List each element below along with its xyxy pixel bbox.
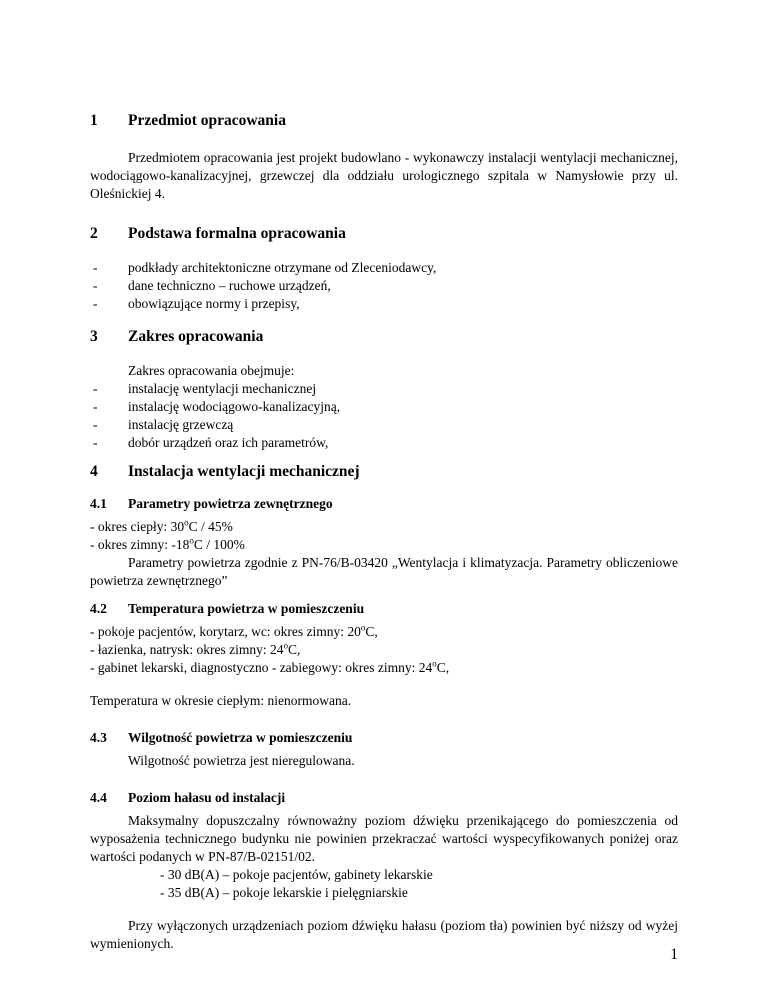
section-title: Zakres opracowania [128,328,264,345]
subsection-4-1-paragraph: Parametry powietrza zgodnie z PN-76/B-03420 „Wentylacja i klimatyzacja. Parametry obliczeniowe powietrza zewnętrznego” [90,555,678,588]
section-title: Instalacja wentylacji mechanicznej [128,463,360,480]
list-item: - dobór urządzeń oraz ich parametrów, [93,435,329,450]
subsection-number: 4.1 [90,496,107,511]
section-number: 3 [90,328,98,345]
noise-limit-line: - 30 dB(A) – pokoje pacjentów, gabinety lekarskie [160,867,433,882]
list-item: - dane techniczno – ruchowe urządzeń, [93,278,331,293]
section-title: Podstawa formalna opracowania [128,225,346,242]
background-noise-paragraph: Przy wyłączonych urządzeniach poziom dźwięku hałasu (poziom tła) powinien być niższy od wyżej wymienionych. [90,918,678,951]
temperature-line: - pokoje pacjentów, korytarz, wc: okres zimny: 20$^o$C, [90,622,378,639]
list-item: - obowiązujące normy i przepisy, [93,296,300,311]
section-number: 4 [90,463,98,480]
subsection-number: 4.4 [90,790,107,805]
warm-season-line: - okres ciepły: 30$^o$C / 45% [90,517,233,534]
subsection-number: 4.3 [90,730,107,745]
temperature-line: - gabinet lekarski, diagnostyczno - zabiegowy: okres zimny: 24$^o$C, [90,658,450,675]
subsection-title: Wilgotność powietrza w pomieszczeniu [128,730,353,745]
list-item: - instalację wodociągowo-kanalizacyjną, [93,399,341,414]
humidity-text: Wilgotność powietrza jest nieregulowana. [128,753,355,768]
subsection-number: 4.2 [90,601,107,616]
section-number: 2 [90,225,98,242]
noise-paragraph: Maksymalny dopuszczalny równoważny poziom dźwięku przenikającego do pomieszczenia od wyposażenia technicznego budynku nie powinien przekraczać wartości wyspecyfikowanych poniżej oraz wartości podanych w PN-87/B-02151/02. [90,813,678,864]
list-item: - podkłady architektoniczne otrzymane od Zleceniodawcy, [93,260,437,275]
subsection-title: Temperatura powietrza w pomieszczeniu [128,601,365,616]
section-2-list [90,259,436,313]
summer-temperature-line: Temperatura w okresie ciepłym: nienormowana. [90,693,352,708]
section-3-list [90,380,340,452]
list-item: - instalację grzewczą [93,417,234,432]
page-number: 1 [670,946,678,963]
section-1-paragraph: Przedmiotem opracowania jest projekt budowlano - wykonawczy instalacji wentylacji mechanicznej, wodociągowo-kanalizacyjnej, grzewczej dla oddziału urologicznego szpitala w Namysłowie przy ul. Oleśnickiej 4. [90,150,678,201]
section-title: Przedmiot opracowania [128,112,286,129]
subsection-title: Parametry powietrza zewnętrznego [128,496,333,511]
noise-limit-line: - 35 dB(A) – pokoje lekarskie i pielęgniarskie [160,885,408,900]
list-item: - instalację wentylacji mechanicznej [93,381,317,396]
section-number: 1 [90,112,98,129]
section-3-intro: Zakres opracowania obejmuje: [128,363,295,378]
cold-season-line: - okres zimny: -18$^o$C / 100% [90,535,245,552]
subsection-title: Poziom hałasu od instalacji [128,790,286,805]
temperature-line: - łazienka, natrysk: okres zimny: 24$^o$C, [90,640,301,657]
